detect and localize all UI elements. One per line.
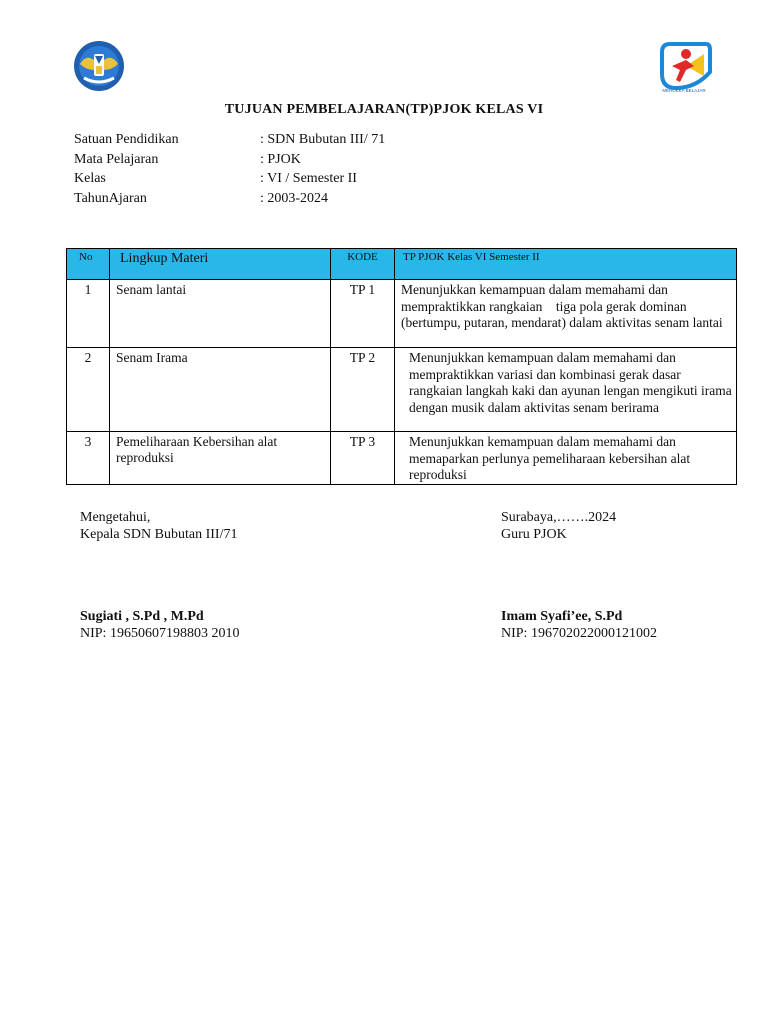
merdeka-belajar-logo [656,42,712,94]
cell-no: 3 [67,432,110,485]
header-kode: KODE [331,249,395,280]
header-tp: TP PJOK Kelas VI Semester II [395,249,737,280]
tut-wuri-handayani-logo [72,40,126,92]
table-row [67,280,737,348]
info-value: : 2003-2024 [260,190,329,206]
signature-right-block [501,608,657,642]
cell-kode: TP 1 [331,280,395,348]
info-label: Kelas [74,171,106,186]
info-row-satuan [74,130,385,150]
info-value: : VI / Semester II [260,171,357,186]
merdeka-belajar-caption: MERDEKA BELAJAR [662,88,706,93]
info-row-kelas [74,169,385,189]
info-label: Satuan Pendidikan [74,132,179,147]
cell-lingkup: Pemeliharaan Kebersihan alat reproduksi [110,432,331,485]
cell-tp: Menunjukkan kemampuan dalam memahami dan mempraktikkan variasi dan kombinasi gerak dasar rangkaian langkah kaki dan ayunan lengan mengikuti irama dengan musik dalam aktivitas senam berirama [395,348,737,432]
info-row-tahun [74,189,385,209]
signature-right-line2: Guru PJOK [501,527,567,542]
cell-kode: TP 2 [331,348,395,432]
cell-tp: Menunjukkan kemampuan dalam memahami dan memaparkan perlunya pemeliharaan kebersihan alat reproduksi [395,432,737,485]
signature-right-nip: NIP: 196702022000121002 [501,626,657,641]
info-label: Mata Pelajaran [74,151,159,167]
signature-left-line2: Kepala SDN Bubutan III/71 [80,527,238,542]
cell-kode: TP 3 [331,432,395,485]
cell-tp: Menunjukkan kemampuan dalam memahami dan mempraktikkan rangkaian tiga pola gerak dominan (bertumpu, putaran, mendarat) dalam aktivitas senam lantai [395,280,737,348]
tp-table [66,248,737,485]
page-title: TUJUAN PEMBELAJARAN(TP)PJOK KELAS VI [224,102,544,117]
cell-lingkup: Senam lantai [110,280,331,348]
signature-left-heading [80,509,237,543]
table-row [67,348,737,432]
signature-left-name: Sugiati , S.Pd , M.Pd [80,609,204,624]
signature-right-name: Imam Syafi’ee, S.Pd [501,609,623,624]
table-header-row [67,249,737,280]
info-value: : SDN Bubutan III/ 71 [260,132,386,147]
header-lingkup: Lingkup Materi [110,249,331,280]
cell-no: 2 [67,348,110,432]
info-row-mapel [74,150,385,170]
signature-right-line1: Surabaya,…….2024 [501,510,617,525]
info-value: : PJOK [260,151,301,167]
cell-no: 1 [67,280,110,348]
signature-left-line1: Mengetahui, [80,510,151,525]
info-label: TahunAjaran [74,190,147,206]
info-block [74,130,385,208]
signature-left-block [80,608,239,642]
cell-lingkup: Senam Irama [110,348,331,432]
signature-right-heading [501,509,616,543]
signature-left-nip: NIP: 19650607198803 2010 [80,626,240,641]
table-row [67,432,737,485]
header-no: No [67,249,110,280]
